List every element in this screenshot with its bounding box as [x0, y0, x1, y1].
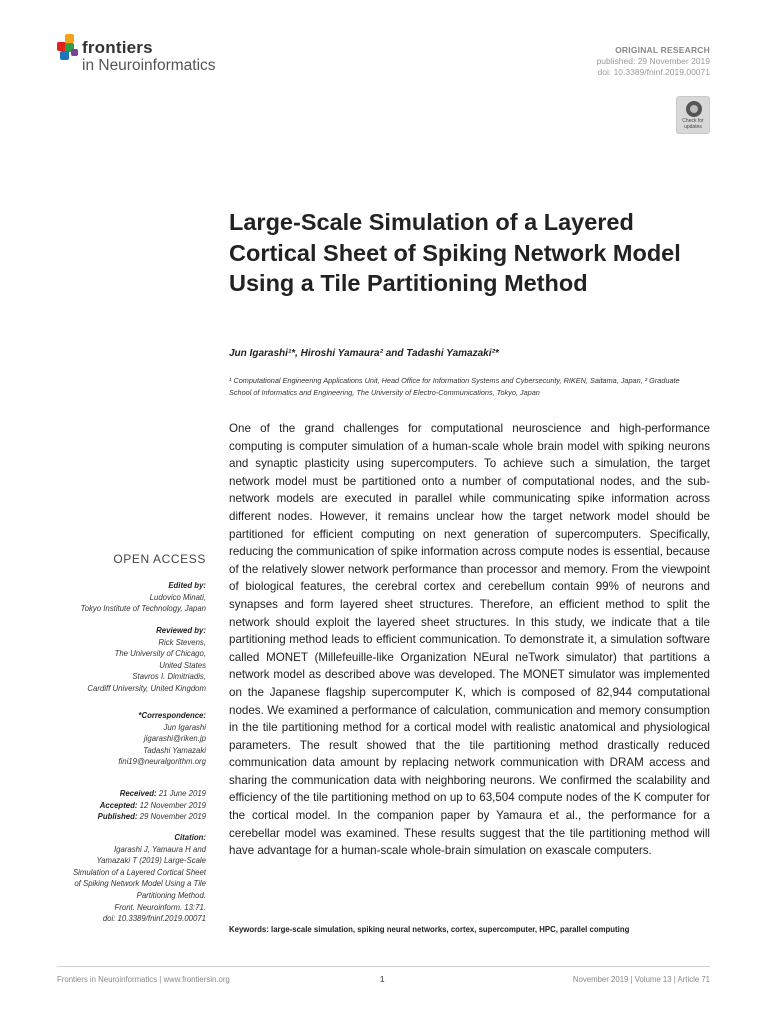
citation-line: Partitioning Method.: [136, 890, 206, 900]
reviewers-block: [26, 625, 206, 695]
author-list[interactable]: Jun Igarashi¹*, Hiroshi Yamaura² and Tadashi Yamazaki²*: [229, 348, 499, 359]
article-type: ORIGINAL RESEARCH: [615, 45, 710, 55]
editor-affiliation: Tokyo Institute of Technology, Japan: [80, 604, 206, 614]
correspondent-name: Tadashi Yamazaki: [143, 745, 206, 755]
check-for-updates-label: Check for updates: [682, 118, 704, 130]
journal-name: in Neuroinformatics: [82, 57, 216, 74]
footer-issue-info: November 2019 | Volume 13 | Article 71: [572, 975, 710, 984]
crossmark-icon: [686, 101, 702, 117]
reviewer-name: Stavros I. Dimitriadis,: [132, 672, 206, 682]
citation-line: Simulation of a Layered Cortical Sheet: [72, 867, 206, 877]
citation-line: Igarashi J, Yamaura H and: [113, 844, 206, 854]
doi-link[interactable]: doi: 10.3389/fninf.2019.00071: [597, 67, 710, 77]
reviewed-by-heading: Reviewed by:: [156, 626, 206, 635]
reviewer-affiliation: The University of Chicago,: [114, 649, 206, 659]
correspondent-name: Jun Igarashi: [163, 722, 206, 732]
journal-logo: [57, 34, 257, 84]
brand-name: frontiers: [82, 38, 153, 57]
keywords: Keywords: large-scale simulation, spiking neural networks, cortex, supercomputer, HPC, parallel computing: [229, 925, 630, 934]
reviewer-name: Rick Stevens,: [158, 637, 206, 647]
correspondent-email[interactable]: fini19@neuralgorithm.org: [118, 757, 206, 767]
footer-divider: [57, 966, 710, 967]
correspondent-email[interactable]: jigarashi@riken.jp: [143, 734, 206, 744]
accepted-date: Accepted: 12 November 2019: [99, 800, 206, 810]
article-title: Large-Scale Simulation of a Layered Cortical Sheet of Spiking Network Model Using a Tile Partitioning Method: [229, 209, 681, 296]
reviewer-affiliation: United States: [159, 660, 206, 670]
abstract: One of the grand challenges for computational neuroscience and high-performance computing is computer simulation of a human-scale whole brain model with spiking neurons and synaptic plasticity using supercomputers. To achieve such a simulation, the target network model must be partitioned onto a number of computational nodes, and the sub-network models are executed in parallel while communicating spike information across different nodes. However, it remains unclear how the target network model should be partitioned for efficient computing on next generation of supercomputers. Specifically, reducing the communication of spike information across compute nodes is essential, because of the relatively slower network performance than processor and memory. From the viewpoint of biological features, the cerebral cortex and cerebellum contain 99% of neurons and synapses and form layered sheet structures. Therefore, an efficient method to split the network should exploit the layered sheet structures. In this study, we indicate that a tile partitioning method leads to efficient communication. To demonstrate it, a simulation software called MONET (Millefeuille-like Organization NEural neTwork simulator) that partitions a network model as described above was developed. The MONET simulator was implemented on the Japanese flagship supercomputer K, which is composed of 82,944 computational nodes. We examined a performance of calculation, communication and memory consumption in the tile partitioning method for a cortical model with realistic anatomical and physiological parameters. The result showed that the tile partitioning method drastically reduced communication data amount by replacing network communication with DRAM access and sharing the communication data with neighboring neurons. We confirmed the scalability and efficiency of the tile partitioning method on up to 63,504 compute nodes of the K computer for the cortical model. In the companion paper by Yamaura et al., the performance for a cerebellar model was examined. These results suggest that the tile partitioning method will have advantage for a human-scale whole-brain simulation on exascale computers.: [229, 422, 710, 858]
check-for-updates-button[interactable]: [676, 96, 710, 134]
published-date-side: Published: 29 November 2019: [97, 812, 206, 822]
frontiers-logo-icon: [57, 34, 81, 60]
footer-journal-link[interactable]: Frontiers in Neuroinformatics | www.frontiersin.org: [57, 975, 230, 984]
published-date: published: 29 November 2019: [596, 56, 710, 66]
citation-line: Front. Neuroinform. 13:71.: [114, 902, 206, 912]
citation-doi[interactable]: doi: 10.3389/fninf.2019.00071: [102, 914, 206, 924]
received-date: Received: 21 June 2019: [119, 789, 206, 798]
citation-line: of Spiking Network Model Using a Tile: [74, 879, 206, 889]
editor-block: [26, 580, 206, 615]
citation-heading: Citation:: [174, 833, 206, 842]
citation-block: [26, 832, 206, 925]
editor-name: Ludovico Minati,: [149, 592, 206, 602]
reviewer-affiliation: Cardiff University, United Kingdom: [87, 683, 206, 693]
affiliations: ¹ Computational Engineering Applications Unit, Head Office for Information Systems and Cybersecurity, RIKEN, Saitama, Japan, ² Graduate School of Informatics and Engineering, The University of Electro-Communications, Tokyo, Japan: [229, 376, 680, 397]
open-access-label: OPEN ACCESS: [113, 552, 206, 566]
page-number: 1: [380, 975, 385, 984]
dates-block: [26, 788, 206, 823]
correspondence-block: [26, 710, 206, 768]
edited-by-heading: Edited by:: [168, 581, 206, 590]
correspondence-heading: *Correspondence:: [138, 711, 206, 720]
citation-line: Yamazaki T (2019) Large-Scale: [96, 856, 206, 866]
